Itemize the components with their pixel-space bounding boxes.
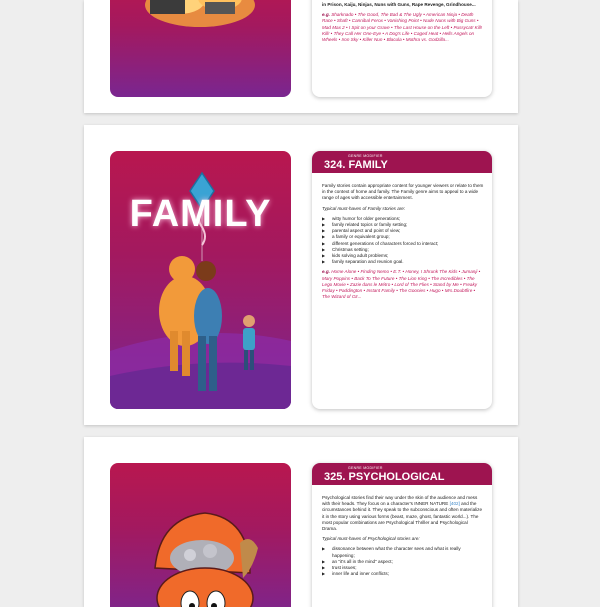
- list-item: ▶ dissonance between what the character sees and what is really happening;: [322, 546, 484, 558]
- list-item: ▶ a family or equivalent group;: [322, 234, 484, 240]
- text-card-family: [312, 151, 492, 409]
- cross-reference-link[interactable]: [402]: [449, 501, 460, 507]
- intro-text-2: and the circumstances behind it. They speak to the subconscious and often materialize it in the story using various forms (beast, maze, ghost, fantastic world...). The most popular combinations are Psychological Thriller and Psychological Drama.: [322, 501, 483, 532]
- list-item: ▶ an "it's all in the mind" aspect;: [322, 559, 484, 565]
- list-item: ▶ different generations of characters forced to interact;: [322, 241, 484, 247]
- genre-modifier-label: GENRE MODIFIER: [348, 466, 383, 470]
- must-haves-list: [322, 546, 484, 577]
- chapter-name: FAMILY: [348, 159, 388, 171]
- family-illustration: [110, 151, 291, 409]
- chapter-title: [324, 159, 388, 171]
- chapter-banner: [312, 151, 492, 173]
- text-card-psychological: [312, 463, 492, 607]
- examples-text: [322, 12, 484, 43]
- family-image-title: FAMILY: [129, 193, 272, 235]
- book-page-1: [84, 0, 518, 113]
- text-card-exploitation: [312, 0, 492, 97]
- chapter-name: PSYCHOLOGICAL: [348, 471, 445, 483]
- must-haves-label: Typical must-haves of Psychological stories are:: [322, 536, 420, 542]
- examples-list: Home Alone • Finding Nemo • E.T. • Honey, I Shrunk The Kids • Jumanji • Mary Poppins • Back To The Future • The Lion King • The Incredibles • The Lego Movie • Zazie dans le Métro • Lord of The Flies • Stand by Me • Freaky Friday • Paddington • Instant Family • The Goonies • Hugo • Mrs.Doubtfire • The Wizard of Oz...: [322, 269, 481, 300]
- body-text: [322, 2, 484, 47]
- examples-text: [322, 269, 484, 300]
- explosion-illustration: [110, 0, 291, 97]
- chapter-title: [324, 471, 444, 483]
- list-item: ▶ family related topics or family setting;: [322, 222, 484, 228]
- list-item: ▶ Christmas setting;: [322, 247, 484, 253]
- chapter-number: 325.: [324, 471, 346, 483]
- must-haves-label: Typical must-haves of Family stories are:: [322, 205, 406, 211]
- book-page-family: [84, 125, 518, 425]
- illustration-card-family: [110, 151, 291, 409]
- intro-text-1: Psychological stories find their way under the skin of the audience and mess with their heads. They focus on a character's INNER NATURE: [322, 495, 478, 507]
- intro-paragraph: [322, 495, 484, 532]
- list-item: ▶ kids solving adult problems;: [322, 253, 484, 259]
- list-item: ▶ witty humor for older generations;: [322, 216, 484, 222]
- genre-modifier-label: GENRE MODIFIER: [348, 154, 383, 158]
- chapter-banner: [312, 463, 492, 485]
- body-text: [322, 183, 484, 304]
- intro-paragraph: Family stories contain appropriate content for younger viewers or relate to them in the context of home and family. The Family genre aims to appeal to a wide range of ages with accessible entertainment.: [322, 183, 484, 201]
- examples-label: e.g.: [322, 269, 330, 275]
- subgenres-text: in Prison, Kaiju, Ninjas, Nuns with Guns, Rape Revenge, Grindhouse...: [322, 2, 476, 7]
- chapter-number: 324.: [324, 159, 346, 171]
- illustration-card-psychological: [110, 463, 291, 607]
- illustration-card-exploitation: [110, 0, 291, 97]
- book-page-psychological: [84, 437, 518, 607]
- body-text: [322, 495, 484, 581]
- examples-list: Sharknado • The Good, The Bad & The Ugly • American Ninja • Death Race • Shaft • Cannibal Ferox • Vanishing Point • Nude Nuns with Big Guns • Mad Max 2 • I Spit on your Grave • The Last House on the Left • Pussycat! Kill! Kill! • They Call Her One-Eye • A Dog's Life • Caged Heat • Hells Angels on Wheels • Iron Sky • Killer Nun • Blacula • Mothra vs. Godzilla...: [322, 12, 483, 43]
- list-item: ▶ trust issues;: [322, 565, 484, 571]
- head-illustration: [110, 463, 291, 607]
- list-item: ▶ parental aspect and point of view;: [322, 228, 484, 234]
- must-haves-list: [322, 216, 484, 266]
- examples-label: e.g.: [322, 12, 330, 18]
- list-item: ▶ inner life and inner conflicts;: [322, 571, 484, 577]
- list-item: ▶ family separation and reunion goal.: [322, 259, 484, 265]
